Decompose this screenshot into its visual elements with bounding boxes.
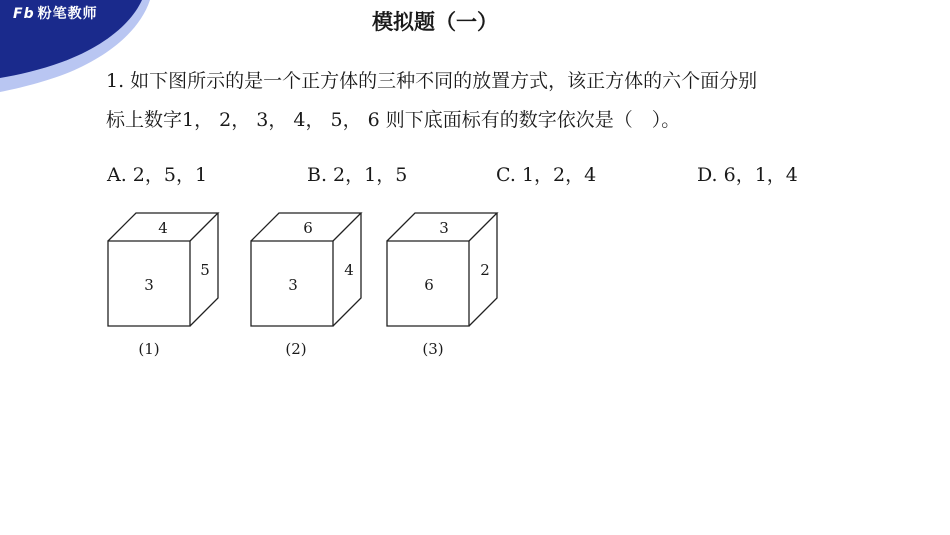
cube-2-front: 3 — [288, 276, 298, 294]
option-b: B. 2，1，5 — [307, 164, 408, 186]
cube-2-top: 6 — [303, 219, 313, 237]
option-d: D. 6，1，4 — [697, 164, 798, 186]
brand-mark: Fb — [13, 6, 35, 22]
question-line-2: 标上数字1， 2， 3， 4， 5， 6 则下底面标有的数字依次是（ ）。 — [106, 109, 681, 131]
cube-2-side: 4 — [344, 261, 354, 279]
cube-3-front: 6 — [424, 276, 434, 294]
cube-3-caption: (3) — [422, 340, 444, 358]
brand-name: 粉笔教师 — [37, 6, 98, 22]
page-title: 模拟题（一） — [372, 10, 498, 34]
option-a: A. 2，5，1 — [107, 164, 208, 186]
cube-3-side: 2 — [480, 261, 490, 279]
cube-figures — [100, 205, 520, 365]
cube-1-caption: (1) — [138, 340, 160, 358]
question-line-1: 1. 如下图所示的是一个正方体的三种不同的放置方式，该正方体的六个面分别 — [106, 70, 758, 92]
cube-3-top: 3 — [439, 219, 449, 237]
question-text — [106, 62, 886, 140]
option-c: C. 1，2，4 — [496, 164, 597, 186]
cube-2-caption: (2) — [285, 340, 307, 358]
cube-1-top: 4 — [158, 219, 168, 237]
cube-1-side: 5 — [200, 261, 210, 279]
cube-1-front: 3 — [144, 276, 154, 294]
